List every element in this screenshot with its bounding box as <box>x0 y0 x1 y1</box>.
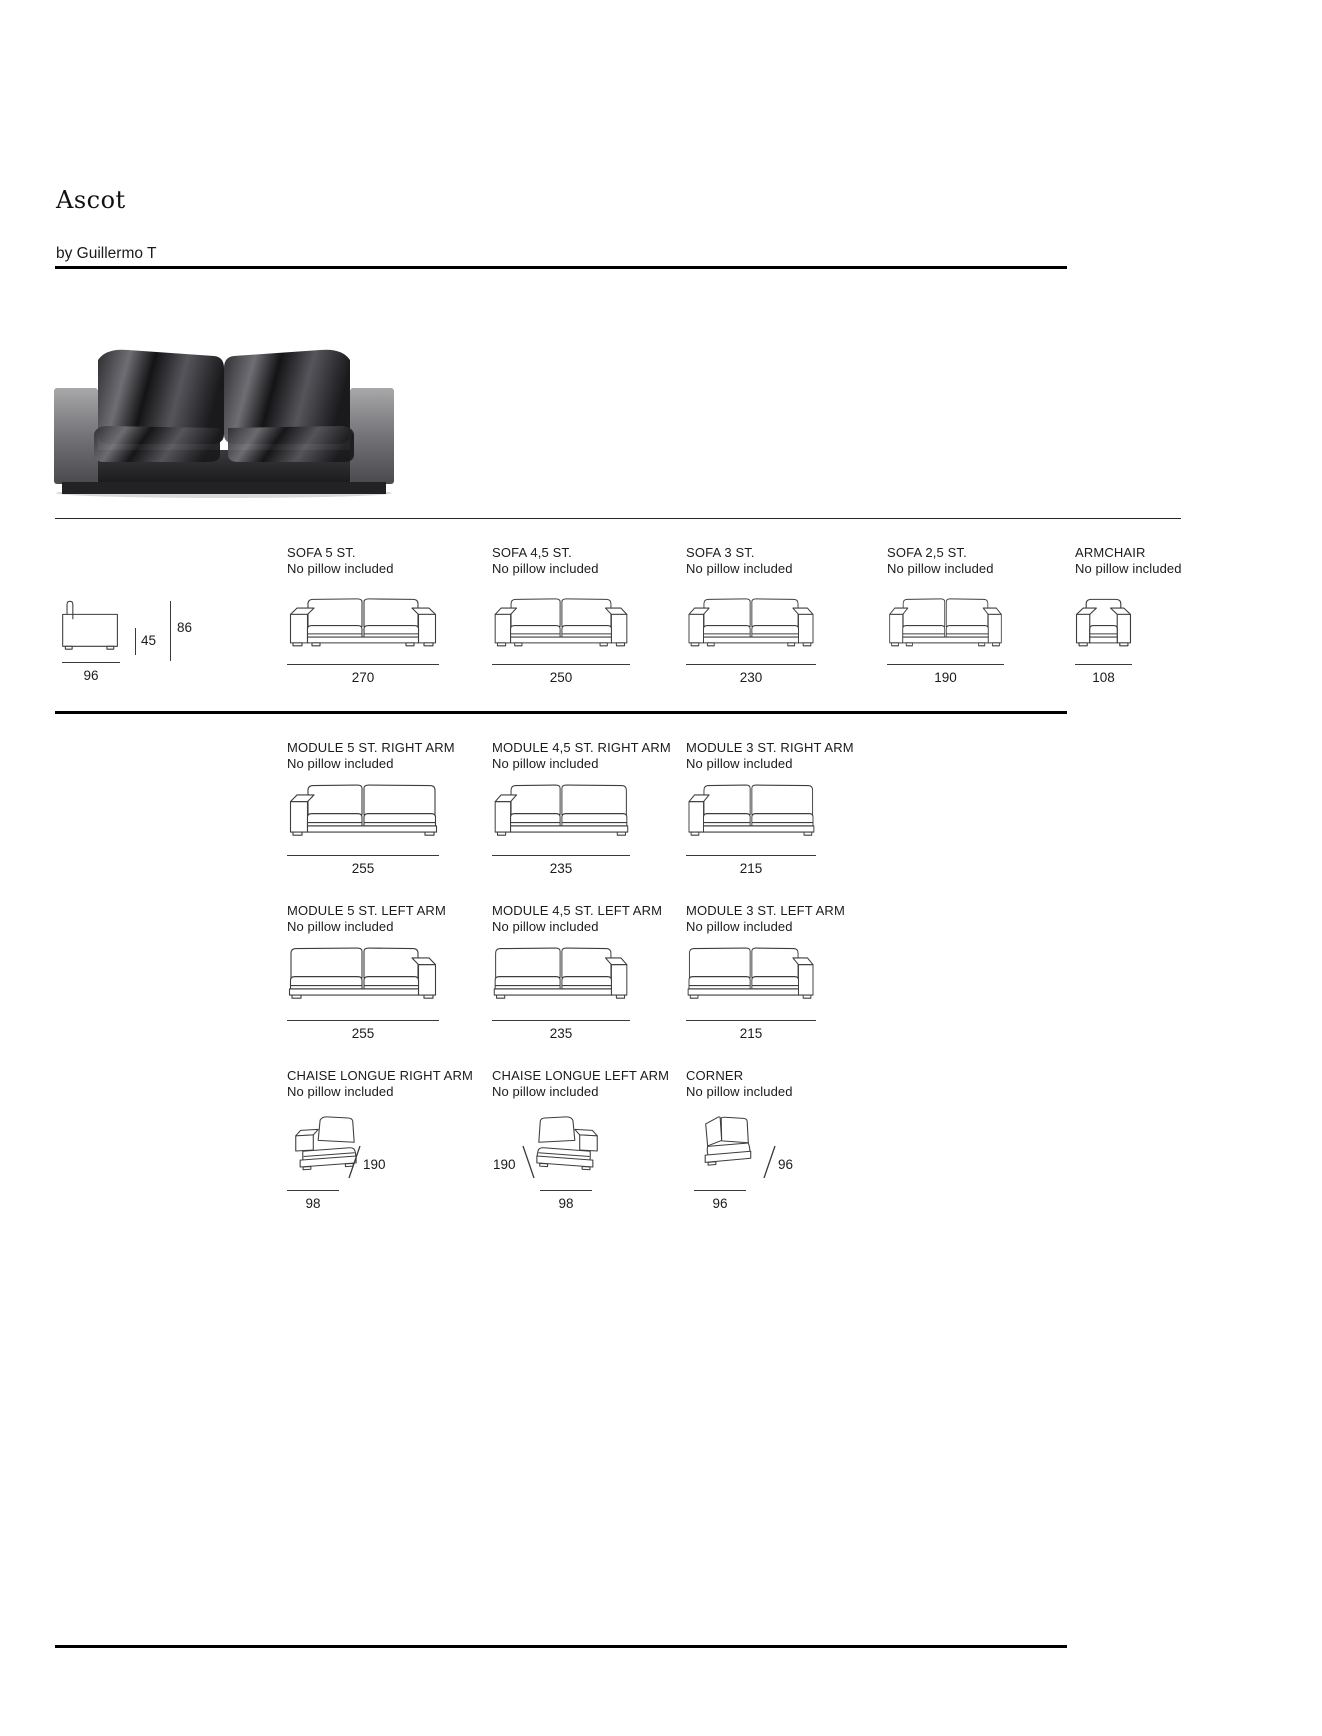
width-value: 255 <box>351 1026 375 1041</box>
width-dim-line <box>492 664 630 665</box>
item-note: No pillow included <box>287 1084 394 1099</box>
item-note: No pillow included <box>686 756 793 771</box>
section-divider-rule <box>55 711 1067 714</box>
chaise-left-drawing <box>532 1112 606 1178</box>
module-45st-left-drawing <box>492 945 630 1007</box>
width-dim-line <box>287 664 439 665</box>
width-value: 190 <box>934 670 957 685</box>
module-5st-right-drawing <box>287 782 439 844</box>
width-value: 98 <box>305 1196 321 1211</box>
width-dim-line <box>686 1020 816 1021</box>
spec-card-module-45st-right <box>492 740 671 876</box>
depth-dim-annotation <box>345 1142 391 1180</box>
spec-card-chaise-left <box>492 1068 682 1211</box>
seat-height-value: 45 <box>141 633 157 648</box>
spec-card-sofa-25st <box>887 545 1004 685</box>
armchair-drawing <box>1075 596 1132 654</box>
svg-text:190: 190 <box>363 1157 386 1172</box>
item-name: SOFA 5 ST. <box>287 545 356 560</box>
module-5st-left-drawing <box>287 945 439 1007</box>
width-value: 255 <box>351 861 375 876</box>
depth-dim-annotation <box>760 1142 806 1180</box>
item-note: No pillow included <box>686 919 793 934</box>
item-name: ARMCHAIR <box>1075 545 1146 560</box>
total-height-line <box>170 601 171 661</box>
spec-card-sofa-45st <box>492 545 630 685</box>
item-name: CHAISE LONGUE LEFT ARM <box>492 1068 670 1083</box>
spec-card-chaise-right <box>287 1068 477 1211</box>
item-note: No pillow included <box>287 919 394 934</box>
depth-dim-annotation <box>492 1142 538 1180</box>
width-dim-line <box>287 1020 439 1021</box>
sofa-photo <box>48 330 400 500</box>
corner-drawing <box>696 1112 758 1178</box>
item-name: SOFA 4,5 ST. <box>492 545 572 560</box>
side-view-drawing <box>62 599 120 652</box>
item-note: No pillow included <box>492 919 599 934</box>
spec-card-module-5st-right <box>287 740 455 876</box>
width-value: 96 <box>712 1196 728 1211</box>
item-name: CORNER <box>686 1068 744 1083</box>
width-value: 108 <box>1092 670 1115 685</box>
sofa-45st-drawing <box>492 596 630 654</box>
width-value: 215 <box>739 861 763 876</box>
item-name: MODULE 3 ST. RIGHT ARM <box>686 740 854 755</box>
width-value: 270 <box>351 670 375 685</box>
width-dim-line <box>887 664 1004 665</box>
module-3st-left-drawing <box>686 945 816 1007</box>
item-note: No pillow included <box>686 1084 793 1099</box>
svg-text:96: 96 <box>778 1157 794 1172</box>
spec-card-armchair <box>1075 545 1182 685</box>
item-note: No pillow included <box>1075 561 1182 576</box>
width-dim-line <box>694 1190 746 1191</box>
item-note: No pillow included <box>492 1084 599 1099</box>
spec-card-sofa-5st <box>287 545 439 685</box>
width-value: 250 <box>549 670 573 685</box>
width-value: 235 <box>549 861 573 876</box>
depth-value: 96 <box>83 668 99 683</box>
spec-card-module-5st-left <box>287 903 446 1041</box>
width-value: 235 <box>549 1026 573 1041</box>
item-note: No pillow included <box>686 561 793 576</box>
width-value: 230 <box>739 670 763 685</box>
seat-height-tick <box>135 628 136 655</box>
width-dim-line <box>492 855 630 856</box>
item-name: MODULE 5 ST. LEFT ARM <box>287 903 446 918</box>
page-title: Ascot <box>56 186 126 214</box>
item-name: CHAISE LONGUE RIGHT ARM <box>287 1068 473 1083</box>
svg-text:190: 190 <box>493 1157 516 1172</box>
width-dim-line <box>492 1020 630 1021</box>
width-dim-line <box>686 664 816 665</box>
item-note: No pillow included <box>287 756 394 771</box>
spec-card-module-3st-left <box>686 903 845 1041</box>
module-3st-right-drawing <box>686 782 816 844</box>
item-note: No pillow included <box>287 561 394 576</box>
item-note: No pillow included <box>492 756 599 771</box>
item-name: SOFA 2,5 ST. <box>887 545 967 560</box>
item-name: SOFA 3 ST. <box>686 545 755 560</box>
width-dim-line <box>1075 664 1132 665</box>
sofa-5st-drawing <box>287 596 439 654</box>
module-45st-right-drawing <box>492 782 630 844</box>
header-rule <box>55 266 1067 269</box>
width-dim-line <box>540 1190 592 1191</box>
page-subtitle: by Guillermo T <box>56 245 157 262</box>
spec-card-module-45st-left <box>492 903 663 1041</box>
width-dim-line <box>287 855 439 856</box>
total-height-value: 86 <box>177 620 193 635</box>
depth-dim-line <box>62 662 120 663</box>
item-note: No pillow included <box>492 561 599 576</box>
item-name: MODULE 5 ST. RIGHT ARM <box>287 740 455 755</box>
width-dim-line <box>686 855 816 856</box>
item-name: MODULE 4,5 ST. LEFT ARM <box>492 903 663 918</box>
item-name: MODULE 3 ST. LEFT ARM <box>686 903 845 918</box>
footer-rule <box>55 1645 1067 1648</box>
photo-separator-rule <box>55 518 1181 519</box>
item-note: No pillow included <box>887 561 994 576</box>
width-value: 215 <box>739 1026 763 1041</box>
width-value: 98 <box>558 1196 574 1211</box>
spec-card-sofa-3st <box>686 545 816 685</box>
width-dim-line <box>287 1190 339 1191</box>
spec-card-corner <box>686 1068 876 1211</box>
spec-card-module-3st-right <box>686 740 854 876</box>
sofa-3st-drawing <box>686 596 816 654</box>
sofa-25st-drawing <box>887 596 1004 654</box>
item-name: MODULE 4,5 ST. RIGHT ARM <box>492 740 671 755</box>
